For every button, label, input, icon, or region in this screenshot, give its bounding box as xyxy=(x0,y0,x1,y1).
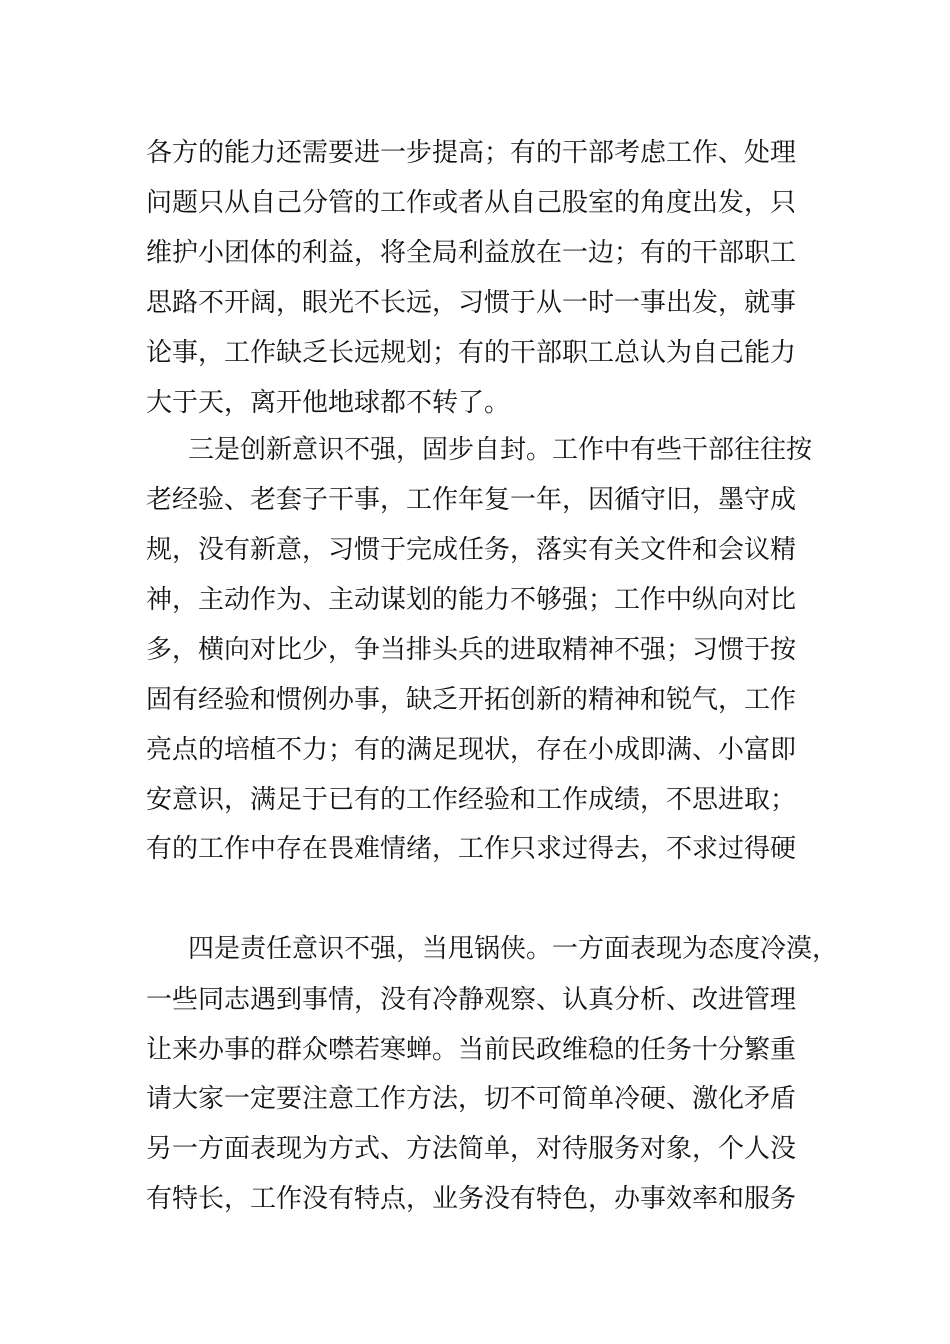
text-line: 一些同志遇到事情，没有冷静观察、认真分析、改进管理 xyxy=(146,985,797,1015)
text-line: 另一方面表现为方式、方法简单，对待服务对象，个人没 xyxy=(146,1134,797,1164)
text-line: 安意识，满足于已有的工作经验和工作成绩，不思进取； xyxy=(146,785,797,815)
text-line: 有特长，工作没有特点，业务没有特色，办事效率和服务 xyxy=(146,1184,797,1214)
paragraph-first-line: 四是责任意识不强，当甩锅侠。一方面表现为态度冷漠， xyxy=(188,934,839,964)
text-line: 规，没有新意，习惯于完成任务，落实有关文件和会议精 xyxy=(146,535,797,565)
text-line: 固有经验和惯例办事，缺乏开拓创新的精神和锐气，工作 xyxy=(146,685,797,715)
text-line: 思路不开阔，眼光不长远，习惯于从一时一事出发，就事 xyxy=(146,288,797,318)
text-line: 请大家一定要注意工作方法，切不可简单冷硬、激化矛盾 xyxy=(146,1084,797,1114)
text-line: 各方的能力还需要进一步提高；有的干部考虑工作、处理 xyxy=(146,138,797,168)
text-line: 大于天，离开他地球都不转了。 xyxy=(146,388,511,418)
text-line: 亮点的培植不力；有的满足现状，存在小成即满、小富即 xyxy=(146,735,797,765)
text-line: 多，横向对比少，争当排头兵的进取精神不强；习惯于按 xyxy=(146,635,797,665)
text-line: 问题只从自己分管的工作或者从自己股室的角度出发，只 xyxy=(146,188,797,218)
paragraph-first-line: 三是创新意识不强，固步自封。工作中有些干部往往按 xyxy=(188,435,813,465)
text-line: 老经验、老套子干事，工作年复一年，因循守旧，墨守成 xyxy=(146,485,797,515)
text-line: 论事，工作缺乏长远规划；有的干部职工总认为自己能力 xyxy=(146,338,797,368)
text-line: 让来办事的群众噤若寒蝉。当前民政维稳的任务十分繁重 xyxy=(146,1035,797,1065)
text-line: 维护小团体的利益，将全局利益放在一边；有的干部职工 xyxy=(146,238,797,268)
text-line: 神，主动作为、主动谋划的能力不够强；工作中纵向对比 xyxy=(146,585,797,615)
text-line: 有的工作中存在畏难情绪，工作只求过得去，不求过得硬 xyxy=(146,834,797,864)
